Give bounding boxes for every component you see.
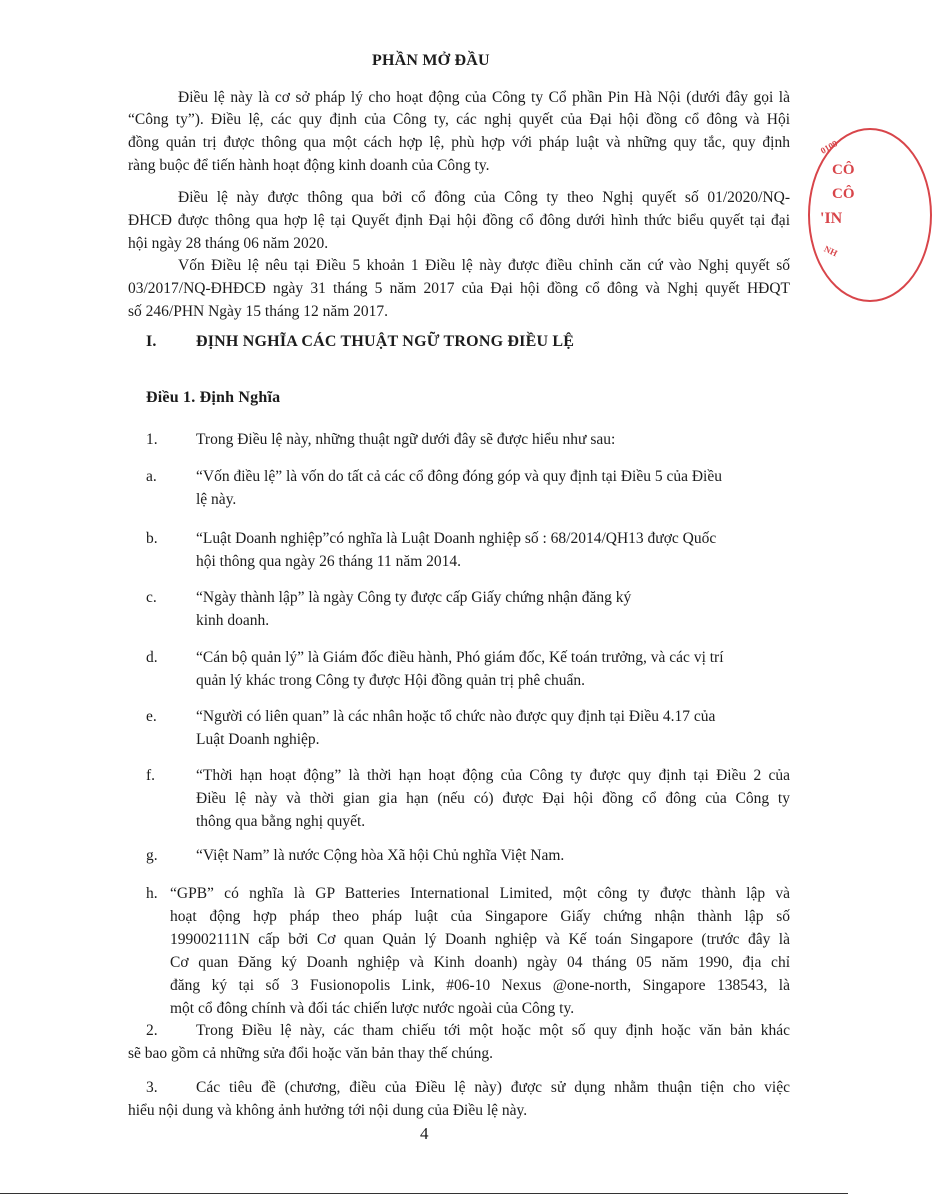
item-line: quản lý khác trong Công ty được Hội đồng quản trị phê chuẩn.	[196, 672, 585, 689]
clause-number: 3.	[146, 1079, 158, 1096]
item-line: Điều lệ này và thời gian gia hạn (nếu có) được Đại hội đồng cổ đông của Công ty	[196, 790, 790, 807]
text-line: 03/2017/NQ-ĐHĐCĐ ngày 31 tháng 5 năm 2017 của Đại hội đồng cổ đông và Nghị quyết HĐQT	[128, 280, 790, 297]
text-line: “Công ty”). Điều lệ, các quy định của Công ty, các nghị quyết của Đại hội đồng cổ đông và Hội	[128, 111, 790, 128]
clause-number: 2.	[146, 1022, 158, 1039]
item-line: “Vốn điều lệ” là vốn do tất cả các cổ đông đóng góp và quy định tại Điều 5 của Điều	[196, 468, 722, 485]
item-line: hoạt động hợp pháp theo pháp luật của Singapore Giấy chứng nhận thành lập số	[170, 908, 790, 925]
text-line: hội ngày 28 tháng 06 năm 2020.	[128, 235, 329, 252]
article-title: Điều 1. Định Nghĩa	[146, 389, 281, 406]
item-line: hội thông qua ngày 26 tháng 11 năm 2014.	[196, 553, 462, 570]
text-line: ĐHCĐ được thông qua hợp lệ tại Quyết định Đại hội đồng cổ đông dưới hình thức biểu quyết tại đại	[128, 212, 790, 229]
item-marker: b.	[146, 530, 158, 547]
clause-line: sẽ bao gồm cả những sửa đổi hoặc văn bản thay thế chúng.	[128, 1045, 494, 1062]
item-marker: d.	[146, 649, 158, 666]
item-line: “Việt Nam” là nước Cộng hòa Xã hội Chủ nghĩa Việt Nam.	[196, 847, 565, 864]
item-line: kinh doanh.	[196, 612, 270, 629]
item-line: “Cán bộ quản lý” là Giám đốc điều hành, Phó giám đốc, Kế toán trưởng, và các vị trí	[196, 649, 724, 666]
item-line: “GPB” có nghĩa là GP Batteries International Limited, một công ty được thành lập và	[170, 885, 790, 902]
company-seal-stamp	[808, 128, 932, 302]
item-line: lệ này.	[196, 491, 237, 508]
section-title: ĐỊNH NGHĨA CÁC THUẬT NGỮ TRONG ĐIỀU LỆ	[196, 333, 575, 350]
item-line: Cơ quan Đăng ký Doanh nghiệp và Kinh doanh) ngày 04 tháng 05 năm 1990, địa chỉ	[170, 954, 790, 971]
item-line: “Ngày thành lập” là ngày Công ty được cấp Giấy chứng nhận đăng ký	[196, 589, 632, 606]
stamp-text: CÔ	[832, 162, 855, 178]
item-line: “Người có liên quan” là các nhân hoặc tổ chức nào được quy định tại Điều 4.17 của	[196, 708, 716, 725]
text-line: đồng quản trị được thông qua một cách hợp lệ, phù hợp với pháp luật và những quy tắc, quy định	[128, 134, 790, 151]
stamp-text: 'IN	[820, 210, 843, 227]
item-marker: a.	[146, 468, 157, 485]
clause-line: Các tiêu đề (chương, điều của Điều lệ này) được sử dụng nhằm thuận tiện cho việc	[196, 1079, 790, 1096]
page-bottom-rule	[0, 1193, 848, 1194]
item-line: đăng ký tại số 3 Fusionopolis Link, #06-10 Nexus @one-north, Singapore 138543, là	[170, 977, 790, 994]
item-marker: c.	[146, 589, 157, 606]
clause-text: Trong Điều lệ này, những thuật ngữ dưới đây sẽ được hiểu như sau:	[196, 431, 616, 448]
clause-line: hiểu nội dung và không ảnh hưởng tới nội dung của Điều lệ này.	[128, 1102, 528, 1119]
text-line: số 246/PHN Ngày 15 tháng 12 năm 2017.	[128, 303, 389, 320]
text-line: ràng buộc để tiến hành hoạt động kinh doanh của Công ty.	[128, 157, 490, 174]
item-line: một cổ đông chính và đối tác chiến lược nước ngoài của Công ty.	[170, 1000, 575, 1017]
item-marker: e.	[146, 708, 157, 725]
item-marker: f.	[146, 767, 156, 784]
text-line: Vốn Điều lệ nêu tại Điều 5 khoản 1 Điều lệ này được điều chỉnh căn cứ vào Nghị quyết số	[178, 257, 790, 274]
item-marker: h.	[146, 885, 158, 902]
item-line: 199002111N cấp bởi Cơ quan Quản lý Doanh nghiệp và Kế toán Singapore (trước đây là	[170, 931, 790, 948]
item-line: “Luật Doanh nghiệp”có nghĩa là Luật Doanh nghiệp số : 68/2014/QH13 được Quốc	[196, 530, 717, 547]
clause-number: 1.	[146, 431, 158, 448]
stamp-text: CÔ	[832, 186, 855, 202]
item-marker: g.	[146, 847, 158, 864]
stamp-text: NH	[822, 243, 839, 259]
stamp-text: 0109	[818, 138, 840, 156]
item-line: thông qua bằng nghị quyết.	[196, 813, 366, 830]
page-number: 4	[420, 1124, 429, 1143]
item-line: “Thời hạn hoạt động” là thời hạn hoạt động của Công ty được quy định tại Điều 2 của	[196, 767, 790, 784]
section-number: I.	[146, 333, 157, 350]
document-title: PHẦN MỞ ĐẦU	[372, 52, 490, 69]
item-line: Luật Doanh nghiệp.	[196, 731, 320, 748]
clause-line: Trong Điều lệ này, các tham chiếu tới một hoặc một số quy định hoặc văn bản khác	[196, 1022, 790, 1039]
text-line: Điều lệ này được thông qua bởi cổ đông của Công ty theo Nghị quyết số 01/2020/NQ-	[178, 189, 790, 206]
text-line: Điều lệ này là cơ sở pháp lý cho hoạt động của Công ty Cổ phần Pin Hà Nội (dưới đây gọi là	[178, 89, 790, 106]
